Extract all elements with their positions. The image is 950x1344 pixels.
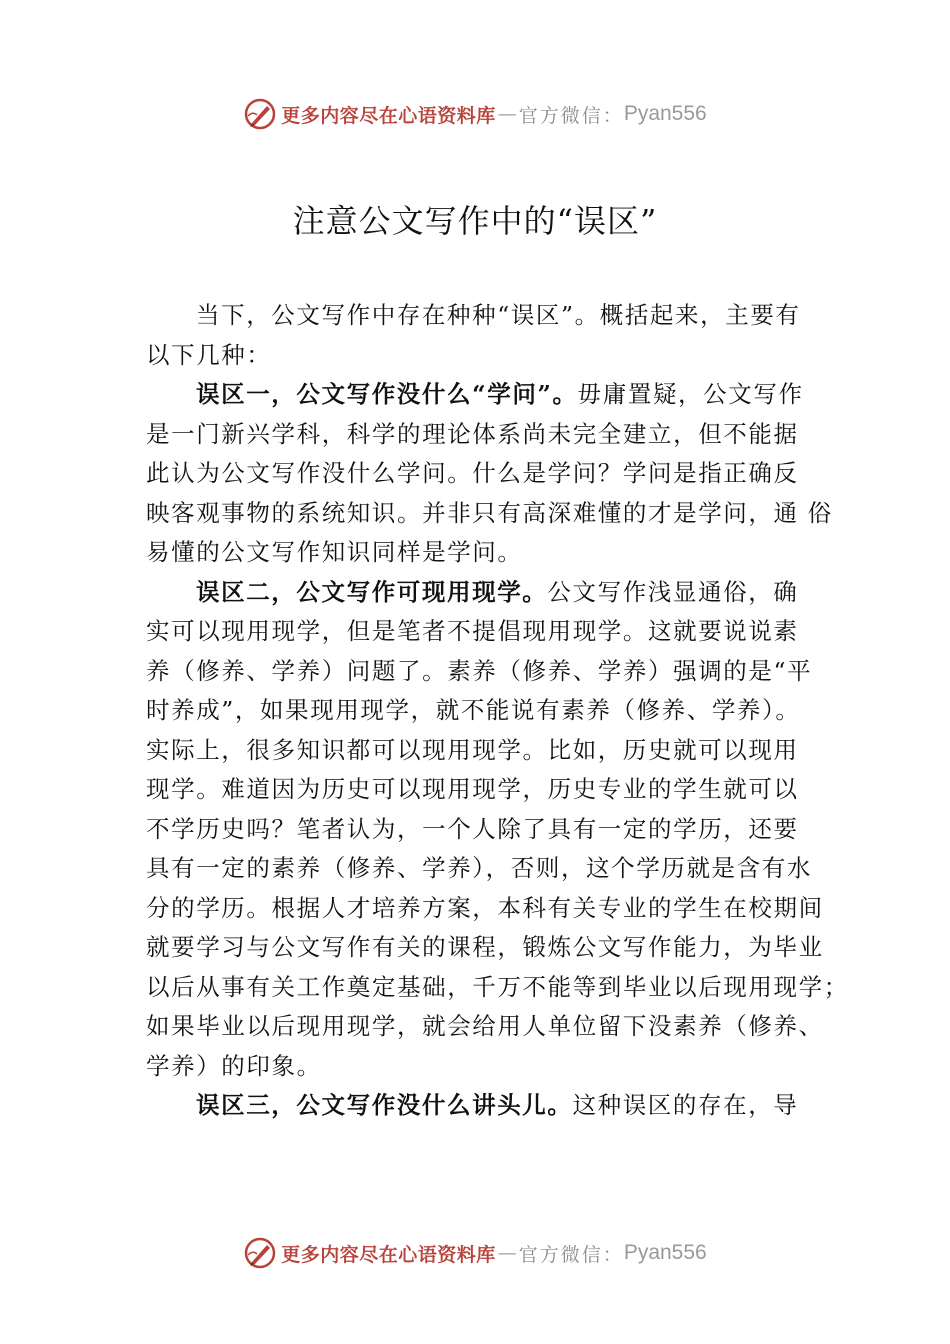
section-heading: 误区二，公文写作可现用现学。 <box>196 577 548 606</box>
pen-logo-icon <box>243 1236 277 1270</box>
paragraph-line: 误区一，公文写作没什么“学问”。毋庸置疑，公文写作 <box>196 380 804 408</box>
paragraph-line: 易懂的公文写作知识同样是学问。 <box>146 538 523 566</box>
banner-wechat-label: 官方微信： <box>518 1243 624 1266</box>
paragraph-line: 具有一定的素养（修养、学养），否则，这个学历就是含有水 <box>146 854 812 882</box>
pen-logo-icon <box>243 97 277 131</box>
document-title: 注意公文写作中的“误区” <box>292 202 658 240</box>
paragraph-line: 实际上，很多知识都可以现用现学。比如，历史就可以现用 <box>146 735 799 764</box>
paragraph-line: 如果毕业以后现用现学，就会给用人单位留下没素养（修养、 <box>146 1012 824 1040</box>
paragraph-line: 误区二，公文写作可现用现学。公文写作浅显通俗，确 <box>196 577 799 606</box>
bottom-banner <box>0 1233 950 1273</box>
paragraph-line: 养（修养、学养）问题了。素养（修养、学养）强调的是“平 <box>146 656 813 685</box>
paragraph-line: 现学。难道因为历史可以现用现学，历史专业的学生就可以 <box>146 775 799 803</box>
banner-main-text: 更多内容尽在心语资料库 <box>281 104 496 127</box>
banner-separator: — <box>497 103 517 125</box>
paragraph-line: 实可以现用现学，但是笔者不提倡现用现学。这就要说说素 <box>146 617 799 645</box>
paragraph-line: 误区三，公文写作没什么讲头儿。这种误区的存在，导 <box>196 1091 799 1119</box>
banner-separator: — <box>497 1242 517 1264</box>
paragraph-line: 以后从事有关工作奠定基础，千万不能等到毕业以后现用现学； <box>146 972 849 1001</box>
banner-main-text: 更多内容尽在心语资料库 <box>281 1243 496 1266</box>
banner-wechat-id: Pyan556 <box>623 1241 707 1264</box>
paragraph-line: 就要学习与公文写作有关的课程，锻炼公文写作能力，为毕业 <box>146 933 824 961</box>
paragraph-line: 映客观事物的系统知识。并非只有高深难懂的才是学问，通 俗 <box>146 498 833 527</box>
paragraph-line: 是一门新兴学科，科学的理论体系尚未完全建立，但不能据 <box>146 419 799 448</box>
paragraph-line: 此认为公文写作没什么学问。什么是学问？学问是指正确反 <box>146 459 799 487</box>
paragraph-line: 时养成”，如果现用现学，就不能说有素养（修养、学养）。 <box>146 696 801 724</box>
document-body <box>146 296 849 1126</box>
banner-wechat-id: Pyan556 <box>623 102 707 125</box>
paragraph-line: 学养）的印象。 <box>146 1051 322 1080</box>
paragraph-line: 不学历史吗？笔者认为，一个人除了具有一定的学历，还要 <box>146 814 799 843</box>
paragraph-line: 分的学历。根据人才培养方案，本科有关专业的学生在校期间 <box>146 893 824 922</box>
section-heading: 误区一，公文写作没什么“学问”。 <box>196 380 578 408</box>
paragraph-line: 以下几种： <box>146 340 272 369</box>
section-heading: 误区三，公文写作没什么讲头儿。 <box>196 1091 573 1119</box>
top-banner <box>0 94 950 134</box>
paragraph-line: 当下，公文写作中存在种种“误区”。概括起来，主要有 <box>196 301 801 329</box>
banner-wechat-label: 官方微信： <box>518 104 624 127</box>
